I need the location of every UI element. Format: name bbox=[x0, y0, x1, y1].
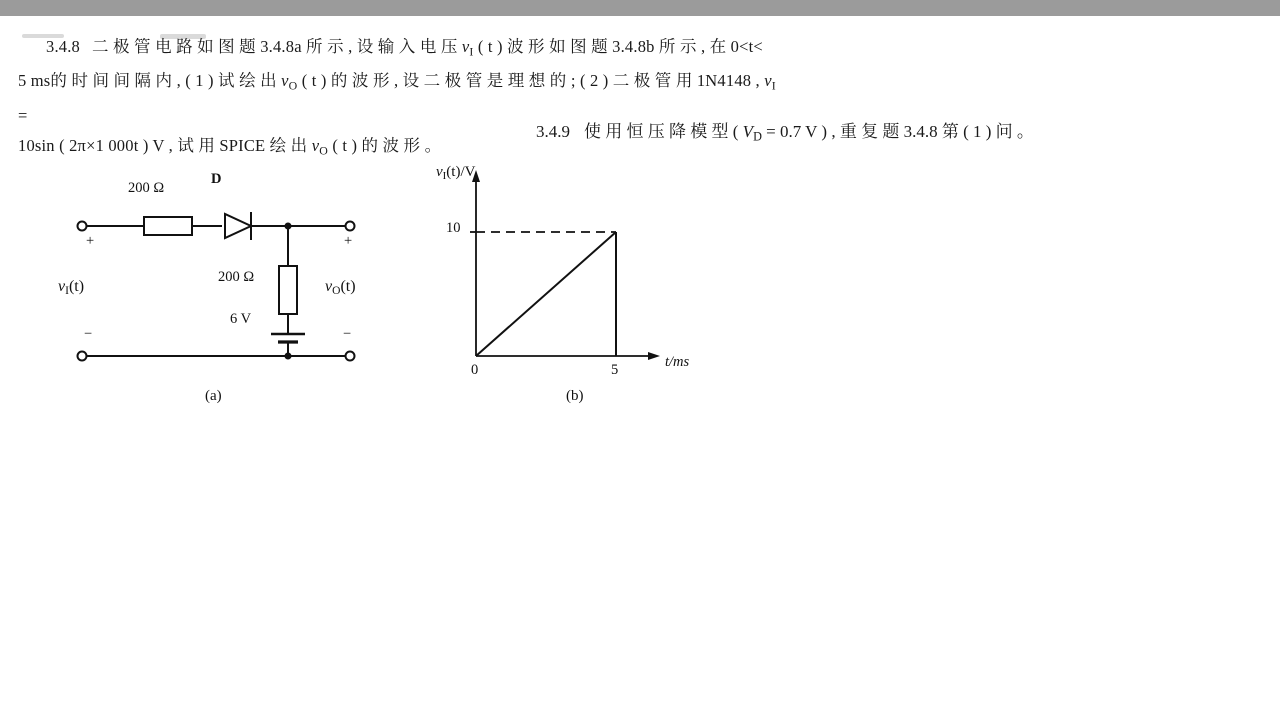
terminal-input-top bbox=[78, 222, 87, 231]
x-axis-label: t/ms bbox=[665, 354, 690, 370]
diode-triangle bbox=[225, 214, 251, 238]
document-page bbox=[0, 16, 1280, 720]
problem-number: 3.4.8 bbox=[46, 37, 80, 56]
input-voltage-label: $v_I(t)$ bbox=[58, 278, 85, 298]
waveform-plot bbox=[420, 156, 740, 416]
resistor-series-label: 200 Ω bbox=[128, 180, 165, 196]
minus-right: − bbox=[343, 326, 352, 342]
problem-line2: 5 ms的 时 间 间 隔 内 , ( 1 ) 试 绘 出 $v_O$ ( t ) 的 波 形 , 设 二 极 管 是 理 想 的 ; ( 2 ) 二 极 管 用 1N4148 , $v_I$ = bbox=[18, 71, 776, 125]
problem-line2-c: = bbox=[18, 105, 28, 125]
origin-label: 0 bbox=[471, 362, 479, 378]
y-tick-label-10: 10 bbox=[446, 220, 461, 236]
problem-3-4-9-text bbox=[536, 119, 1034, 149]
problem-next-number: 3.4.9 bbox=[536, 122, 570, 141]
problem-line2-b: ( t ) 的 波 形 , 设 二 极 管 是 理 想 的 ; ( 2 ) 二 极 管 用 1N4148 , bbox=[297, 71, 765, 91]
figure-a-circuit bbox=[40, 166, 440, 416]
terminal-input-bottom bbox=[78, 352, 87, 361]
resistor-shunt-label: 200 Ω bbox=[218, 269, 255, 285]
circuit-schematic bbox=[40, 166, 440, 416]
vd-subscript: D bbox=[753, 129, 762, 144]
figure-b-waveform bbox=[420, 156, 740, 416]
terminal-output-top bbox=[346, 222, 355, 231]
problem-next-a: 使 用 恒 压 降 模 型 ( bbox=[584, 122, 743, 141]
figure-b-caption: (b) bbox=[566, 388, 584, 404]
problem-3-4-8-text: 3.4.8 二 极 管 电 路 如 图 题 3.4.8a 所 示 , 设 输 入 电 压 $v_I$ ( t ) 波 形 如 图 题 3.4.8b 所 示 , 在 0<t< 5 ms的 时 间 间 隔 内 , ( 1 ) 试 绘 出 $v_O$ ( t ) 的 波 形 , 设 二 极 管 是 理 想 的 ; ( 2 ) 二 极 管 用 1N4148 , $v_I$ = 10sin ( 2π×1 000t ) V , 试 用 SPICE 绘 出 $v_O$ ( t ) 的 波 形 。 bbox=[18, 32, 778, 165]
vd-symbol: V bbox=[742, 122, 754, 141]
figure-a-caption: (a) bbox=[205, 388, 222, 404]
problem-line1-b: ( t ) 波 形 如 图 题 3.4.8b 所 示 , 在 0<t< bbox=[473, 37, 763, 56]
y-axis-label: $v_I(t)/V$ bbox=[436, 164, 476, 183]
plus-left: + bbox=[86, 233, 95, 249]
problem-line3-a: 10sin ( 2π×1 000t ) V , 试 用 SPICE 绘 出 bbox=[18, 135, 312, 155]
x-tick-label-5: 5 bbox=[611, 362, 619, 378]
resistor-shunt-symbol bbox=[279, 266, 297, 314]
plus-right: + bbox=[344, 233, 353, 249]
problem-line2-a: 5 ms的 时 间 间 隔 内 , ( 1 ) 试 绘 出 bbox=[18, 71, 282, 91]
diode-label: D bbox=[211, 171, 222, 187]
problem-line3-b: ( t ) 的 波 形 。 bbox=[328, 135, 442, 155]
problem-line1-a: 二 极 管 电 路 如 图 题 3.4.8a 所 示 , 设 输 入 电 压 bbox=[92, 37, 462, 56]
terminal-output-bottom bbox=[346, 352, 355, 361]
ramp-line bbox=[476, 232, 616, 356]
window-title-bar bbox=[0, 0, 1280, 16]
output-voltage-label: $v_O(t)$ bbox=[325, 278, 356, 298]
problem-next-b: = 0.7 V ) , 重 复 题 3.4.8 第 ( 1 ) 问 。 bbox=[761, 122, 1034, 141]
problem-line3: 10sin ( 2π×1 000t ) V , 试 用 SPICE 绘 出 $v_O$ ( t ) 的 波 形 。 bbox=[18, 135, 442, 157]
battery-label: 6 V bbox=[230, 311, 252, 327]
resistor-series-symbol bbox=[144, 217, 192, 235]
minus-left: − bbox=[84, 326, 93, 342]
x-axis-arrow bbox=[648, 352, 660, 360]
